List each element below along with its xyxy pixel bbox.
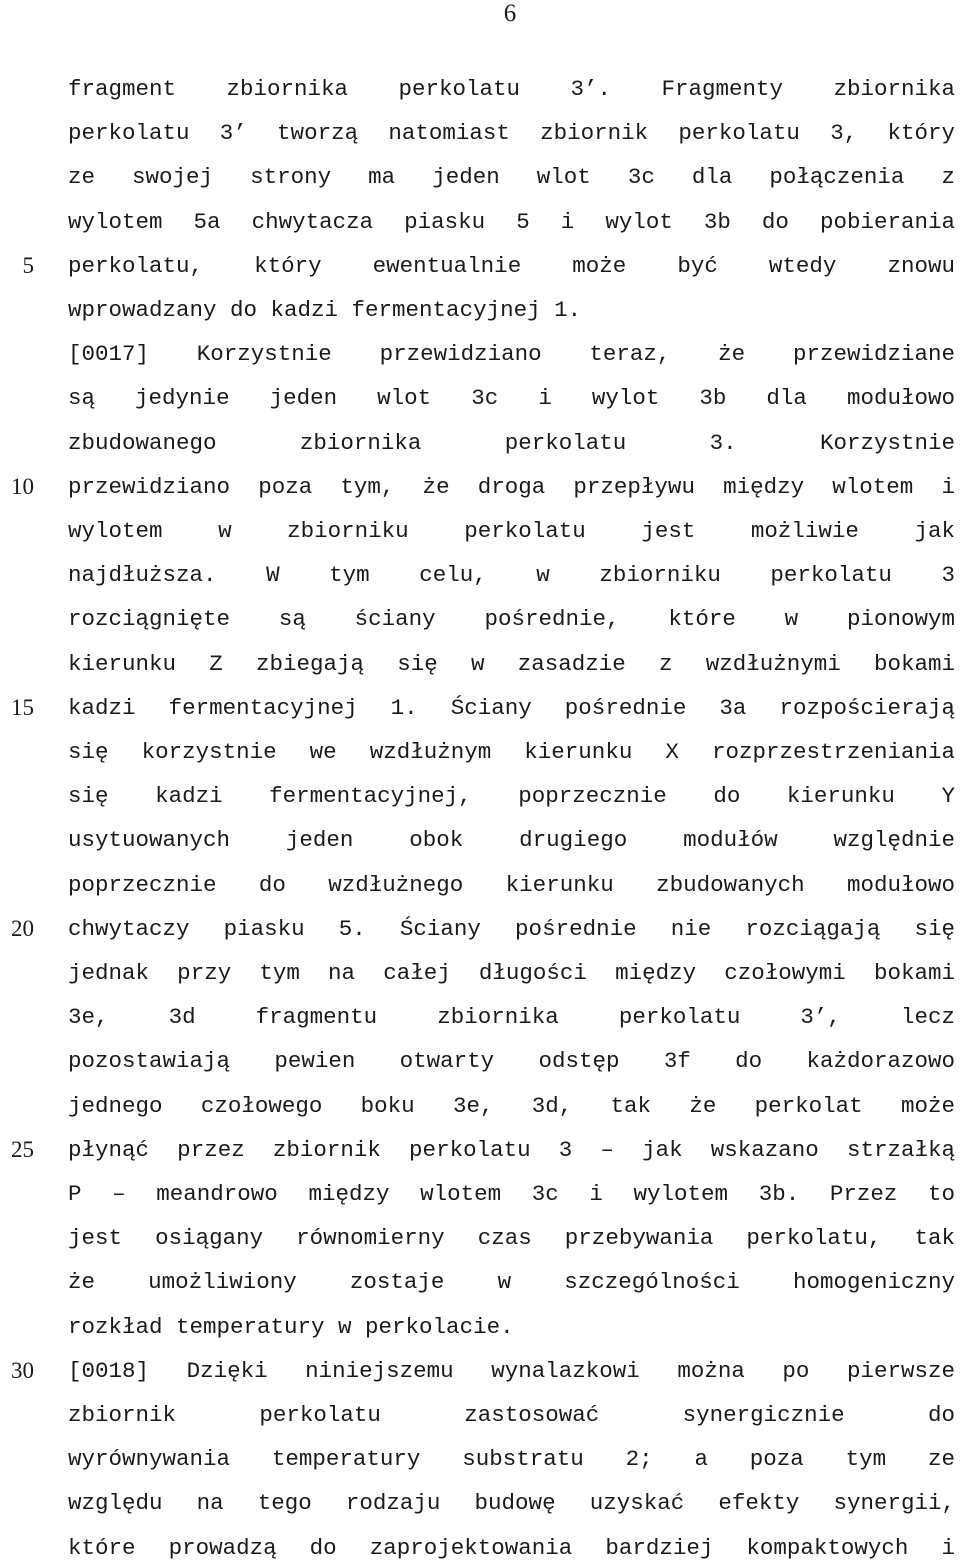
text-line: które prowadzą do zaprojektowania bardziej kompaktowych i (68, 1534, 955, 1561)
text-line: fragment zbiornika perkolatu 3’. Fragmenty zbiornika (68, 76, 955, 102)
text-line: zbudowanego zbiornika perkolatu 3. Korzystnie (68, 429, 955, 456)
text-line: wprowadzany do kadzi fermentacyjnej 1. (68, 297, 582, 323)
text-line: jednak przy tym na całej długości między czołowymi bokami (68, 960, 955, 986)
text-line: wyrównywania temperatury substratu 2; a poza tym ze (68, 1446, 955, 1473)
margin-line-number: 5 (22, 252, 34, 278)
text-line: perkolatu, który ewentualnie może być wtedy znowu (68, 252, 955, 279)
text-line: [0018] Dzięki niniejszemu wynalazkowi można po pierwsze (68, 1357, 955, 1384)
text-line: że umożliwiony zostaje w szczególności homogeniczny (68, 1269, 955, 1296)
text-line: usytuowanych jeden obok drugiego modułów względnie (68, 827, 955, 854)
text-line: względu na tego rodzaju budowę uzyskać efekty synergii, (68, 1490, 955, 1517)
text-line: przewidziano poza tym, że droga przepływu między wlotem i (68, 473, 955, 500)
text-line: zbiornik perkolatu zastosować synergicznie do (68, 1402, 955, 1428)
text-line: jest osiągany równomierny czas przebywania perkolatu, tak (68, 1225, 955, 1252)
text-line: poprzecznie do wzdłużnego kierunku zbudowanych modułowo (68, 871, 955, 898)
text-line: rozkład temperatury w perkolacie. (68, 1313, 514, 1340)
margin-line-number: 25 (11, 1136, 34, 1162)
text-line: rozciągnięte są ściany pośrednie, które w pionowym (68, 606, 955, 633)
text-line: kadzi fermentacyjnej 1. Ściany pośrednie 3a rozpościerają (68, 694, 955, 721)
text-line: ze swojej strony ma jeden wlot 3c dla połączenia z (68, 164, 955, 191)
text-line: jednego czołowego boku 3e, 3d, tak że perkolat może (68, 1092, 955, 1119)
margin-line-number: 15 (11, 694, 34, 720)
text-line: P – meandrowo między wlotem 3c i wylotem 3b. Przez to (68, 1181, 955, 1207)
text-line: kierunku Z zbiegają się w zasadzie z wzdłużnymi bokami (68, 650, 955, 677)
page-number: 6 (503, 0, 517, 27)
margin-line-number: 20 (11, 915, 34, 941)
text-line: najdłuższa. W tym celu, w zbiorniku perkolatu 3 (68, 562, 955, 589)
text-line: perkolatu 3’ tworzą natomiast zbiornik perkolatu 3, który (68, 120, 955, 147)
text-line: się korzystnie we wzdłużnym kierunku X rozprzestrzeniania (68, 739, 955, 765)
text-line: [0017] Korzystnie przewidziano teraz, że przewidziane (68, 341, 955, 368)
text-line: wylotem w zbiorniku perkolatu jest możliwie jak (68, 518, 955, 544)
text-line: pozostawiają pewien otwarty odstęp 3f do każdorazowo (68, 1048, 955, 1075)
text-line: wylotem 5a chwytacza piasku 5 i wylot 3b do pobierania (68, 208, 955, 235)
text-line: 3e, 3d fragmentu zbiornika perkolatu 3’, lecz (68, 1004, 955, 1031)
text-line: się kadzi fermentacyjnej, poprzecznie do kierunku Y (68, 783, 955, 810)
text-line: są jedynie jeden wlot 3c i wylot 3b dla modułowo (68, 385, 955, 412)
text-line: płynąć przez zbiornik perkolatu 3 – jak wskazano strzałką (68, 1136, 955, 1163)
text-line: chwytaczy piasku 5. Ściany pośrednie nie rozciągają się (68, 915, 955, 942)
margin-line-number: 30 (11, 1357, 34, 1383)
margin-line-number: 10 (11, 473, 34, 499)
